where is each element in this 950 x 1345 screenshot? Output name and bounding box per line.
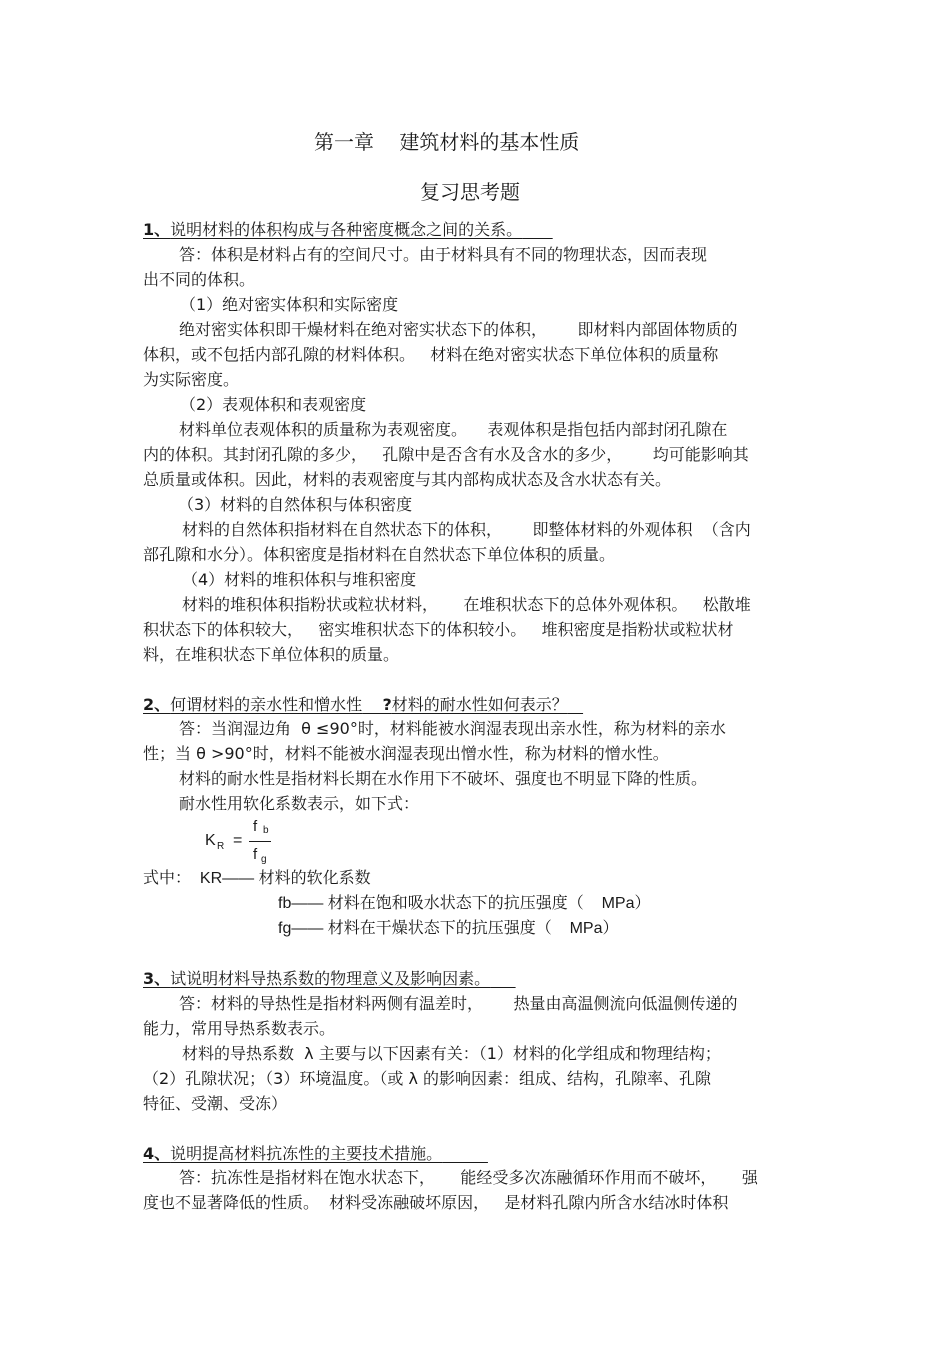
formula-lhs-subscript: R [217,841,225,852]
paragraph-line: （2）孔隙状况；（3）环境温度。（或 λ 的影响因素：组成、结构，孔隙率、孔隙 [143,1069,712,1088]
paragraph-line: 总质量或体积。因此，材料的表观密度与其内部构成状态及含水状态有关。 [143,470,672,489]
paragraph-line: 绝对密实体积即干燥材料在绝对密实状态下的体积， 即材料内部固体物质的 [179,320,738,339]
paragraph-line: 积状态下的体积较大， 密实堆积状态下的体积较小。 堆积密度是指粉状或粒状材 [143,620,734,639]
paragraph-line: 材料单位表观体积的质量称为表观密度。 表观体积是指包括内部封闭孔隙在 [179,420,728,439]
formula-lhs: K [205,832,216,849]
formula-legend: fg—— 材料在干燥状态下的抗压强度（ MPa） [278,920,619,937]
formula-numerator-subscript: b [263,825,269,836]
paragraph-line: 答：材料的导热性是指材料两侧有温差时， 热量由高温侧流向低温侧传递的 [179,994,738,1013]
formula-denominator-subscript: g [261,854,267,865]
formula-legend: fb—— 材料在饱和吸水状态下的抗压强度（ MPa） [278,895,651,912]
question-2: 2、何谓材料的亲水性和憎水性 ?材料的耐水性如何表示？ [143,695,568,714]
paragraph-line: 为实际密度。 [143,370,240,389]
subheading: （3）材料的自然体积与体积密度 [178,495,413,514]
paragraph-line: 材料的自然体积指材料在自然状态下的体积， 即整体材料的外观体积 （含内 [182,520,751,539]
subheading: （1）绝对密实体积和实际密度 [180,295,399,314]
paragraph-line: 材料的导热系数 λ 主要与以下因素有关：（1）材料的化学组成和物理结构； [182,1044,721,1063]
fraction-bar [249,841,271,842]
paragraph-line: 部孔隙和水分）。体积密度是指材料在自然状态下单位体积的质量。 [143,545,616,564]
paragraph-line: 性；当 θ >90°时，材料不能被水润湿表现出憎水性，称为材料的憎水性。 [143,744,669,763]
paragraph-line: 度也不显著降低的性质。 材料受冻融破坏原因， 是材料孔隙内所含水结冰时体积 [143,1193,729,1212]
question-4: 4、说明提高材料抗冻性的主要技术措施。 [143,1144,443,1163]
paragraph-line: 答：体积是材料占有的空间尺寸。由于材料具有不同的物理状态，因而表现 [179,245,708,264]
paragraph-line: 能力，常用导热系数表示。 [143,1019,336,1038]
paragraph-line: 出不同的体积。 [143,270,256,289]
question-number: 3、 [143,969,171,988]
formula-equals: = [233,832,243,849]
paragraph-line: 特征、受潮、受冻） [143,1094,288,1113]
formula-legend: 式中： KR—— 材料的软化系数 [143,870,371,887]
question-3: 3、试说明材料导热系数的物理意义及影响因素。 [143,969,491,988]
paragraph-line: 材料的堆积体积指粉状或粒状材料， 在堆积状态下的总体外观体积。 松散堆 [182,595,751,614]
subheading: （2）表观体积和表观密度 [180,395,367,414]
question-1: 1、说明材料的体积构成与各种密度概念之间的关系。 [143,220,523,239]
paragraph-line: 耐水性用软化系数表示，如下式： [179,794,420,813]
chapter-title: 第一章 建筑材料的基本性质 [314,130,580,154]
question-number: 4、 [143,1144,171,1163]
section-title: 复习思考题 [420,180,520,204]
formula-denominator: f [253,846,258,863]
formula-numerator: f [253,818,258,835]
paragraph-line: 内的体积。其封闭孔隙的多少， 孔隙中是否含有水及含水的多少， 均可能影响其 [143,445,749,464]
paragraph-line: 料，在堆积状态下单位体积的质量。 [143,645,400,664]
paragraph-line: 体积，或不包括内部孔隙的材料体积。 材料在绝对密实状态下单位体积的质量称 [143,345,719,364]
softening-coefficient-formula [205,818,285,868]
paragraph-line: 答：当润湿边角 θ ≤90°时，材料能被水润湿表现出亲水性，称为材料的亲水 [179,719,726,738]
subheading: （4）材料的堆积体积与堆积密度 [182,570,417,589]
paragraph-line: 材料的耐水性是指材料长期在水作用下不破坏、强度也不明显下降的性质。 [179,769,708,788]
paragraph-line: 答：抗冻性是指材料在饱水状态下， 能经受多次冻融循环作用而不破坏， 强 [179,1168,758,1187]
question-number: 2、 [143,695,171,714]
question-number: 1、 [143,220,171,239]
